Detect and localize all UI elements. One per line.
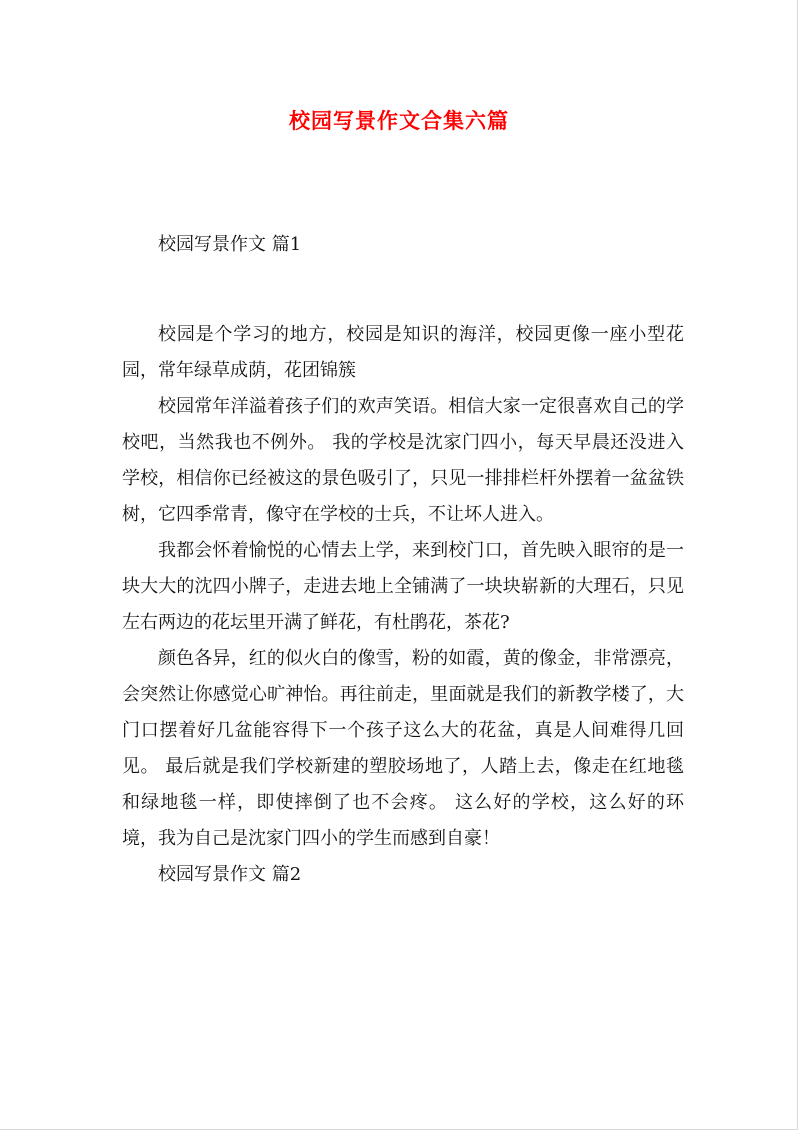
section-heading-1: 校园写景作文 篇1 [158, 234, 302, 255]
document-body [122, 227, 684, 893]
paragraph-2: 校园常年洋溢着孩子们的欢声笑语。相信大家一定很喜欢自己的学校吧，当然我也不例外。 我的学校是沈家门四小，每天早晨还没进入学校，相信你已经被这的景色吸引了，只见一排排栏杆外摆着一盆盆铁树，它四季常青，像守在学校的士兵，不让坏人进入。 [122, 396, 684, 525]
paragraph-4: 颜色各异，红的似火白的像雪，粉的如霞，黄的像金，非常漂亮，会突然让你感觉心旷神怡。再往前走，里面就是我们的新教学楼了，大门口摆着好几盆能容得下一个孩子这么大的花盆，真是人间难得几回见。 最后就是我们学校新建的塑胶场地了，人踏上去，像走在红地毯和绿地毯一样，即使摔倒了也不会疼。 这么好的学校，这么好的环境，我为自己是沈家门四小的学生而感到自豪！ [122, 648, 684, 849]
paragraph-3: 我都会怀着愉悦的心情去上学，来到校门口，首先映入眼帘的是一块大大的沈四小牌子，走进去地上全铺满了一块块崭新的大理石，只见左右两边的花坛里开满了鲜花，有杜鹃花，茶花? [122, 540, 684, 633]
paragraph-1: 校园是个学习的地方，校园是知识的海洋，校园更像一座小型花园，常年绿草成荫，花团锦簇 [122, 324, 684, 381]
spacer [122, 263, 684, 317]
section-heading-2: 校园写景作文 篇2 [158, 864, 302, 885]
document-title: 校园写景作文合集六篇 [289, 108, 509, 133]
